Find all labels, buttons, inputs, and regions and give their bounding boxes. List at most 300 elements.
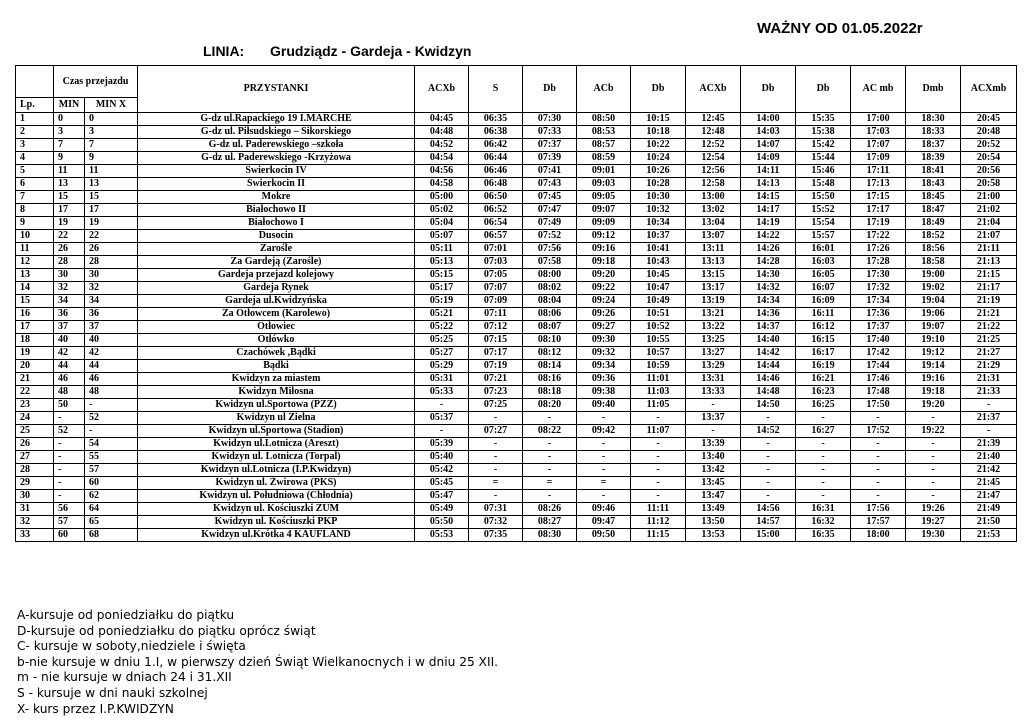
departure-time-cell: 20:54: [961, 152, 1017, 165]
departure-time-cell: 21:39: [961, 438, 1017, 451]
departure-time-cell: -: [741, 477, 796, 490]
departure-time-cell: 19:12: [906, 347, 961, 360]
lp-cell: 32: [16, 516, 54, 529]
departure-time-cell: 14:57: [741, 516, 796, 529]
departure-time-cell: 11:11: [631, 503, 686, 516]
departure-time-cell: -: [851, 412, 906, 425]
min-x-cell: 28: [85, 256, 138, 269]
departure-time-cell: 09:01: [577, 165, 631, 178]
min-x-cell: 15: [85, 191, 138, 204]
departure-time-cell: 09:40: [577, 399, 631, 412]
departure-time-cell: 13:50: [686, 516, 741, 529]
min-cell: 13: [54, 178, 85, 191]
departure-time-cell: 17:07: [851, 139, 906, 152]
departure-time-cell: 15:44: [796, 152, 851, 165]
departure-time-cell: 08:18: [523, 386, 577, 399]
departure-time-cell: 05:27: [415, 347, 469, 360]
lp-cell: 22: [16, 386, 54, 399]
lp-header: Lp.: [16, 98, 54, 113]
departure-time-cell: 13:33: [686, 386, 741, 399]
min-x-cell: 34: [85, 295, 138, 308]
departure-time-cell: 13:29: [686, 360, 741, 373]
course-header: S: [469, 66, 523, 113]
departure-time-cell: -: [577, 490, 631, 503]
departure-time-cell: 14:26: [741, 243, 796, 256]
table-row: [16, 347, 1017, 360]
departure-time-cell: 09:34: [577, 360, 631, 373]
lp-cell: 24: [16, 412, 54, 425]
lp-cell: 31: [16, 503, 54, 516]
departure-time-cell: 14:03: [741, 126, 796, 139]
course-header: ACXmb: [961, 66, 1017, 113]
stop-name-cell: Kwidzyn ul. Kościuszki PKP: [138, 516, 415, 529]
departure-time-cell: 15:38: [796, 126, 851, 139]
table-row: [16, 113, 1017, 126]
stop-name-cell: G-dz ul. Paderewskiego -Krzyżowa: [138, 152, 415, 165]
departure-time-cell: 18:58: [906, 256, 961, 269]
departure-time-cell: 14:42: [741, 347, 796, 360]
departure-time-cell: 21:40: [961, 451, 1017, 464]
course-header: Db: [523, 66, 577, 113]
departure-time-cell: 06:52: [469, 204, 523, 217]
departure-time-cell: 18:39: [906, 152, 961, 165]
departure-time-cell: -: [469, 438, 523, 451]
departure-time-cell: 07:41: [523, 165, 577, 178]
departure-time-cell: -: [741, 412, 796, 425]
stop-name-cell: Kwidzyn ul Zielna: [138, 412, 415, 425]
departure-time-cell: 09:26: [577, 308, 631, 321]
departure-time-cell: 05:15: [415, 269, 469, 282]
departure-time-cell: -: [906, 464, 961, 477]
min-cell: 34: [54, 295, 85, 308]
departure-time-cell: 05:45: [415, 477, 469, 490]
stop-name-cell: Kwidzyn ul. Południowa (Chłodnia): [138, 490, 415, 503]
departure-time-cell: 17:44: [851, 360, 906, 373]
departure-time-cell: 13:45: [686, 477, 741, 490]
lp-cell: 8: [16, 204, 54, 217]
departure-time-cell: 06:46: [469, 165, 523, 178]
departure-time-cell: 16:12: [796, 321, 851, 334]
departure-time-cell: 11:03: [631, 386, 686, 399]
lp-cell: 33: [16, 529, 54, 542]
departure-time-cell: 10:51: [631, 308, 686, 321]
departure-time-cell: 16:32: [796, 516, 851, 529]
departure-time-cell: 21:02: [961, 204, 1017, 217]
lp-cell: 14: [16, 282, 54, 295]
departure-time-cell: 21:53: [961, 529, 1017, 542]
departure-time-cell: 16:31: [796, 503, 851, 516]
departure-time-cell: 17:09: [851, 152, 906, 165]
departure-time-cell: -: [631, 438, 686, 451]
departure-time-cell: 17:46: [851, 373, 906, 386]
stop-name-cell: Dusocin: [138, 230, 415, 243]
min-header: MIN: [54, 98, 85, 113]
departure-time-cell: 16:35: [796, 529, 851, 542]
departure-time-cell: 17:13: [851, 178, 906, 191]
stop-name-cell: Kwidzyn ul. Kościuszki ZUM: [138, 503, 415, 516]
departure-time-cell: 09:20: [577, 269, 631, 282]
lp-cell: 13: [16, 269, 54, 282]
departure-time-cell: 05:04: [415, 217, 469, 230]
departure-time-cell: 08:00: [523, 269, 577, 282]
departure-time-cell: 18:45: [906, 191, 961, 204]
min-cell: 56: [54, 503, 85, 516]
departure-time-cell: 08:06: [523, 308, 577, 321]
legend-notes: [17, 608, 498, 717]
departure-time-cell: 09:16: [577, 243, 631, 256]
stop-name-cell: Kwidzyn ul.Lotnicza (Areszt): [138, 438, 415, 451]
departure-time-cell: 21:42: [961, 464, 1017, 477]
departure-time-cell: 16:07: [796, 282, 851, 295]
departure-time-cell: 13:04: [686, 217, 741, 230]
departure-time-cell: 19:14: [906, 360, 961, 373]
stop-name-cell: Kwidzyn ul.Lotnicza (I.P.Kwidzyn): [138, 464, 415, 477]
departure-time-cell: 17:32: [851, 282, 906, 295]
departure-time-cell: 12:45: [686, 113, 741, 126]
min-x-cell: 65: [85, 516, 138, 529]
departure-time-cell: 09:03: [577, 178, 631, 191]
departure-time-cell: 16:25: [796, 399, 851, 412]
departure-time-cell: 21:47: [961, 490, 1017, 503]
table-row: [16, 204, 1017, 217]
departure-time-cell: 17:03: [851, 126, 906, 139]
departure-time-cell: 09:30: [577, 334, 631, 347]
table-row: [16, 165, 1017, 178]
table-row: [16, 230, 1017, 243]
min-x-cell: 26: [85, 243, 138, 256]
departure-time-cell: 17:37: [851, 321, 906, 334]
departure-time-cell: 21:25: [961, 334, 1017, 347]
departure-time-cell: 13:00: [686, 191, 741, 204]
stop-name-cell: Świerkocin II: [138, 178, 415, 191]
departure-time-cell: 18:49: [906, 217, 961, 230]
departure-time-cell: 05:42: [415, 464, 469, 477]
departure-time-cell: 05:29: [415, 360, 469, 373]
lp-header-top: [16, 66, 54, 98]
min-cell: 7: [54, 139, 85, 152]
departure-time-cell: 07:05: [469, 269, 523, 282]
departure-time-cell: 05:07: [415, 230, 469, 243]
departure-time-cell: 12:54: [686, 152, 741, 165]
departure-time-cell: 09:42: [577, 425, 631, 438]
departure-time-cell: 09:36: [577, 373, 631, 386]
departure-time-cell: -: [523, 451, 577, 464]
lp-cell: 6: [16, 178, 54, 191]
departure-time-cell: =: [469, 477, 523, 490]
min-x-cell: 55: [85, 451, 138, 464]
departure-time-cell: 14:52: [741, 425, 796, 438]
departure-time-cell: 04:52: [415, 139, 469, 152]
departure-time-cell: 10:59: [631, 360, 686, 373]
departure-time-cell: 05:49: [415, 503, 469, 516]
departure-time-cell: 10:57: [631, 347, 686, 360]
departure-time-cell: 12:56: [686, 165, 741, 178]
legend-note: D-kursuje od poniedziałku do piątku oprócz świąt: [17, 623, 316, 638]
departure-time-cell: 16:01: [796, 243, 851, 256]
min-x-cell: 13: [85, 178, 138, 191]
departure-time-cell: 07:52: [523, 230, 577, 243]
departure-time-cell: 14:15: [741, 191, 796, 204]
departure-time-cell: -: [631, 464, 686, 477]
table-row: [16, 464, 1017, 477]
departure-time-cell: 07:03: [469, 256, 523, 269]
departure-time-cell: 07:31: [469, 503, 523, 516]
departure-time-cell: -: [741, 451, 796, 464]
departure-time-cell: 13:11: [686, 243, 741, 256]
departure-time-cell: 06:44: [469, 152, 523, 165]
departure-time-cell: 17:17: [851, 204, 906, 217]
departure-time-cell: 06:57: [469, 230, 523, 243]
departure-time-cell: -: [469, 490, 523, 503]
departure-time-cell: 05:21: [415, 308, 469, 321]
stop-name-cell: Zarośle: [138, 243, 415, 256]
stop-name-cell: Kwidzyn Miłosna: [138, 386, 415, 399]
departure-time-cell: -: [415, 425, 469, 438]
departure-time-cell: -: [741, 464, 796, 477]
stop-name-cell: G-dz ul.Rapackiego 19 I.MARCHE: [138, 113, 415, 126]
stop-name-cell: G-dz ul. Paderewskiego –szkoła: [138, 139, 415, 152]
departure-time-cell: 16:11: [796, 308, 851, 321]
min-x-cell: 46: [85, 373, 138, 386]
course-header: ACXb: [686, 66, 741, 113]
lp-cell: 28: [16, 464, 54, 477]
departure-time-cell: 13:15: [686, 269, 741, 282]
departure-time-cell: 19:02: [906, 282, 961, 295]
table-row: [16, 152, 1017, 165]
min-cell: 17: [54, 204, 85, 217]
departure-time-cell: -: [961, 425, 1017, 438]
departure-time-cell: 18:56: [906, 243, 961, 256]
departure-time-cell: 14:13: [741, 178, 796, 191]
min-x-cell: 68: [85, 529, 138, 542]
departure-time-cell: 19:06: [906, 308, 961, 321]
departure-time-cell: 21:19: [961, 295, 1017, 308]
table-row: [16, 243, 1017, 256]
min-cell: 44: [54, 360, 85, 373]
min-x-cell: -: [85, 425, 138, 438]
departure-time-cell: 09:32: [577, 347, 631, 360]
departure-time-cell: 15:46: [796, 165, 851, 178]
departure-time-cell: 14:56: [741, 503, 796, 516]
departure-time-cell: 19:22: [906, 425, 961, 438]
departure-time-cell: 21:11: [961, 243, 1017, 256]
min-cell: 26: [54, 243, 85, 256]
min-x-cell: 19: [85, 217, 138, 230]
departure-time-cell: 04:58: [415, 178, 469, 191]
departure-time-cell: 07:39: [523, 152, 577, 165]
departure-time-cell: 21:45: [961, 477, 1017, 490]
departure-time-cell: 13:53: [686, 529, 741, 542]
min-cell: 15: [54, 191, 85, 204]
departure-time-cell: 13:17: [686, 282, 741, 295]
departure-time-cell: 08:30: [523, 529, 577, 542]
table-row: [16, 477, 1017, 490]
departure-time-cell: 18:00: [851, 529, 906, 542]
lp-cell: 9: [16, 217, 54, 230]
departure-time-cell: 17:50: [851, 399, 906, 412]
departure-time-cell: 12:58: [686, 178, 741, 191]
departure-time-cell: 09:27: [577, 321, 631, 334]
departure-time-cell: 14:48: [741, 386, 796, 399]
departure-time-cell: -: [523, 438, 577, 451]
min-x-cell: 44: [85, 360, 138, 373]
min-x-cell: 54: [85, 438, 138, 451]
departure-time-cell: 21:29: [961, 360, 1017, 373]
departure-time-cell: 14:37: [741, 321, 796, 334]
min-x-cell: 30: [85, 269, 138, 282]
departure-time-cell: 13:47: [686, 490, 741, 503]
table-row: [16, 490, 1017, 503]
stop-name-cell: Czachówek ,Bądki: [138, 347, 415, 360]
departure-time-cell: 18:33: [906, 126, 961, 139]
table-row: [16, 256, 1017, 269]
departure-time-cell: -: [577, 412, 631, 425]
departure-time-cell: -: [523, 464, 577, 477]
departure-time-cell: 20:48: [961, 126, 1017, 139]
min-x-cell: 3: [85, 126, 138, 139]
min-cell: 40: [54, 334, 85, 347]
lp-cell: 19: [16, 347, 54, 360]
departure-time-cell: 21:15: [961, 269, 1017, 282]
table-row: [16, 139, 1017, 152]
departure-time-cell: 10:24: [631, 152, 686, 165]
departure-time-cell: -: [577, 438, 631, 451]
timetable-header: [16, 66, 1017, 113]
departure-time-cell: =: [577, 477, 631, 490]
departure-time-cell: 18:47: [906, 204, 961, 217]
table-row: [16, 529, 1017, 542]
departure-time-cell: 05:53: [415, 529, 469, 542]
departure-time-cell: 05:40: [415, 451, 469, 464]
departure-time-cell: 14:50: [741, 399, 796, 412]
departure-time-cell: 14:19: [741, 217, 796, 230]
departure-time-cell: 14:17: [741, 204, 796, 217]
min-cell: 22: [54, 230, 85, 243]
departure-time-cell: -: [469, 451, 523, 464]
departure-time-cell: 16:15: [796, 334, 851, 347]
departure-time-cell: 08:10: [523, 334, 577, 347]
min-cell: 30: [54, 269, 85, 282]
departure-time-cell: 11:05: [631, 399, 686, 412]
lp-cell: 1: [16, 113, 54, 126]
departure-time-cell: 14:36: [741, 308, 796, 321]
departure-time-cell: 09:46: [577, 503, 631, 516]
departure-time-cell: -: [631, 451, 686, 464]
departure-time-cell: 06:48: [469, 178, 523, 191]
departure-time-cell: 13:31: [686, 373, 741, 386]
departure-time-cell: 17:15: [851, 191, 906, 204]
departure-time-cell: 13:25: [686, 334, 741, 347]
departure-time-cell: 15:52: [796, 204, 851, 217]
departure-time-cell: 11:15: [631, 529, 686, 542]
departure-time-cell: -: [741, 490, 796, 503]
min-cell: 42: [54, 347, 85, 360]
departure-time-cell: 21:13: [961, 256, 1017, 269]
stop-name-cell: Kwidzyn ul.Sportowa (Stadion): [138, 425, 415, 438]
departure-time-cell: 13:02: [686, 204, 741, 217]
lp-cell: 15: [16, 295, 54, 308]
departure-time-cell: 17:22: [851, 230, 906, 243]
departure-time-cell: 05:33: [415, 386, 469, 399]
departure-time-cell: 12:52: [686, 139, 741, 152]
min-x-cell: 62: [85, 490, 138, 503]
min-x-cell: 37: [85, 321, 138, 334]
departure-time-cell: -: [961, 399, 1017, 412]
departure-time-cell: 14:07: [741, 139, 796, 152]
departure-time-cell: 08:04: [523, 295, 577, 308]
departure-time-cell: 05:00: [415, 191, 469, 204]
departure-time-cell: 19:20: [906, 399, 961, 412]
departure-time-cell: 13:13: [686, 256, 741, 269]
departure-time-cell: -: [906, 477, 961, 490]
departure-time-cell: 05:25: [415, 334, 469, 347]
departure-time-cell: 15:35: [796, 113, 851, 126]
departure-time-cell: 16:17: [796, 347, 851, 360]
min-cell: 28: [54, 256, 85, 269]
departure-time-cell: -: [631, 412, 686, 425]
departure-time-cell: 17:30: [851, 269, 906, 282]
departure-time-cell: 19:00: [906, 269, 961, 282]
stop-name-cell: Otłówko: [138, 334, 415, 347]
departure-time-cell: 18:30: [906, 113, 961, 126]
departure-time-cell: 14:00: [741, 113, 796, 126]
departure-time-cell: 21:49: [961, 503, 1017, 516]
stop-name-cell: Gardeja przejazd kolejowy: [138, 269, 415, 282]
timetable: [15, 65, 1017, 542]
table-row: [16, 425, 1017, 438]
min-cell: 50: [54, 399, 85, 412]
min-x-cell: 48: [85, 386, 138, 399]
min-x-cell: 17: [85, 204, 138, 217]
departure-time-cell: -: [851, 490, 906, 503]
valid-from-date: WAŻNY OD 01.05.2022r: [757, 20, 923, 37]
departure-time-cell: 17:48: [851, 386, 906, 399]
min-cell: -: [54, 412, 85, 425]
timetable-body: [16, 113, 1017, 542]
min-x-cell: 0: [85, 113, 138, 126]
departure-time-cell: 14:46: [741, 373, 796, 386]
departure-time-cell: 05:11: [415, 243, 469, 256]
course-header: Db: [796, 66, 851, 113]
departure-time-cell: 10:45: [631, 269, 686, 282]
stop-name-cell: Kwidzyn ul.Krótka 4 KAUFLAND: [138, 529, 415, 542]
departure-time-cell: 18:52: [906, 230, 961, 243]
lp-cell: 3: [16, 139, 54, 152]
course-header: Db: [631, 66, 686, 113]
min-cell: 0: [54, 113, 85, 126]
departure-time-cell: 06:42: [469, 139, 523, 152]
course-header: AC mb: [851, 66, 906, 113]
departure-time-cell: 08:57: [577, 139, 631, 152]
min-cell: -: [54, 490, 85, 503]
min-x-cell: 22: [85, 230, 138, 243]
departure-time-cell: 17:40: [851, 334, 906, 347]
departure-time-cell: 07:17: [469, 347, 523, 360]
table-row: [16, 373, 1017, 386]
min-cell: -: [54, 451, 85, 464]
min-x-cell: 9: [85, 152, 138, 165]
table-row: [16, 126, 1017, 139]
departure-time-cell: 10:55: [631, 334, 686, 347]
departure-time-cell: 10:37: [631, 230, 686, 243]
departure-time-cell: 09:09: [577, 217, 631, 230]
departure-time-cell: 10:30: [631, 191, 686, 204]
stop-name-cell: Kwidzyn za miastem: [138, 373, 415, 386]
departure-time-cell: 20:58: [961, 178, 1017, 191]
departure-time-cell: -: [631, 477, 686, 490]
min-cell: 37: [54, 321, 85, 334]
departure-time-cell: 17:36: [851, 308, 906, 321]
